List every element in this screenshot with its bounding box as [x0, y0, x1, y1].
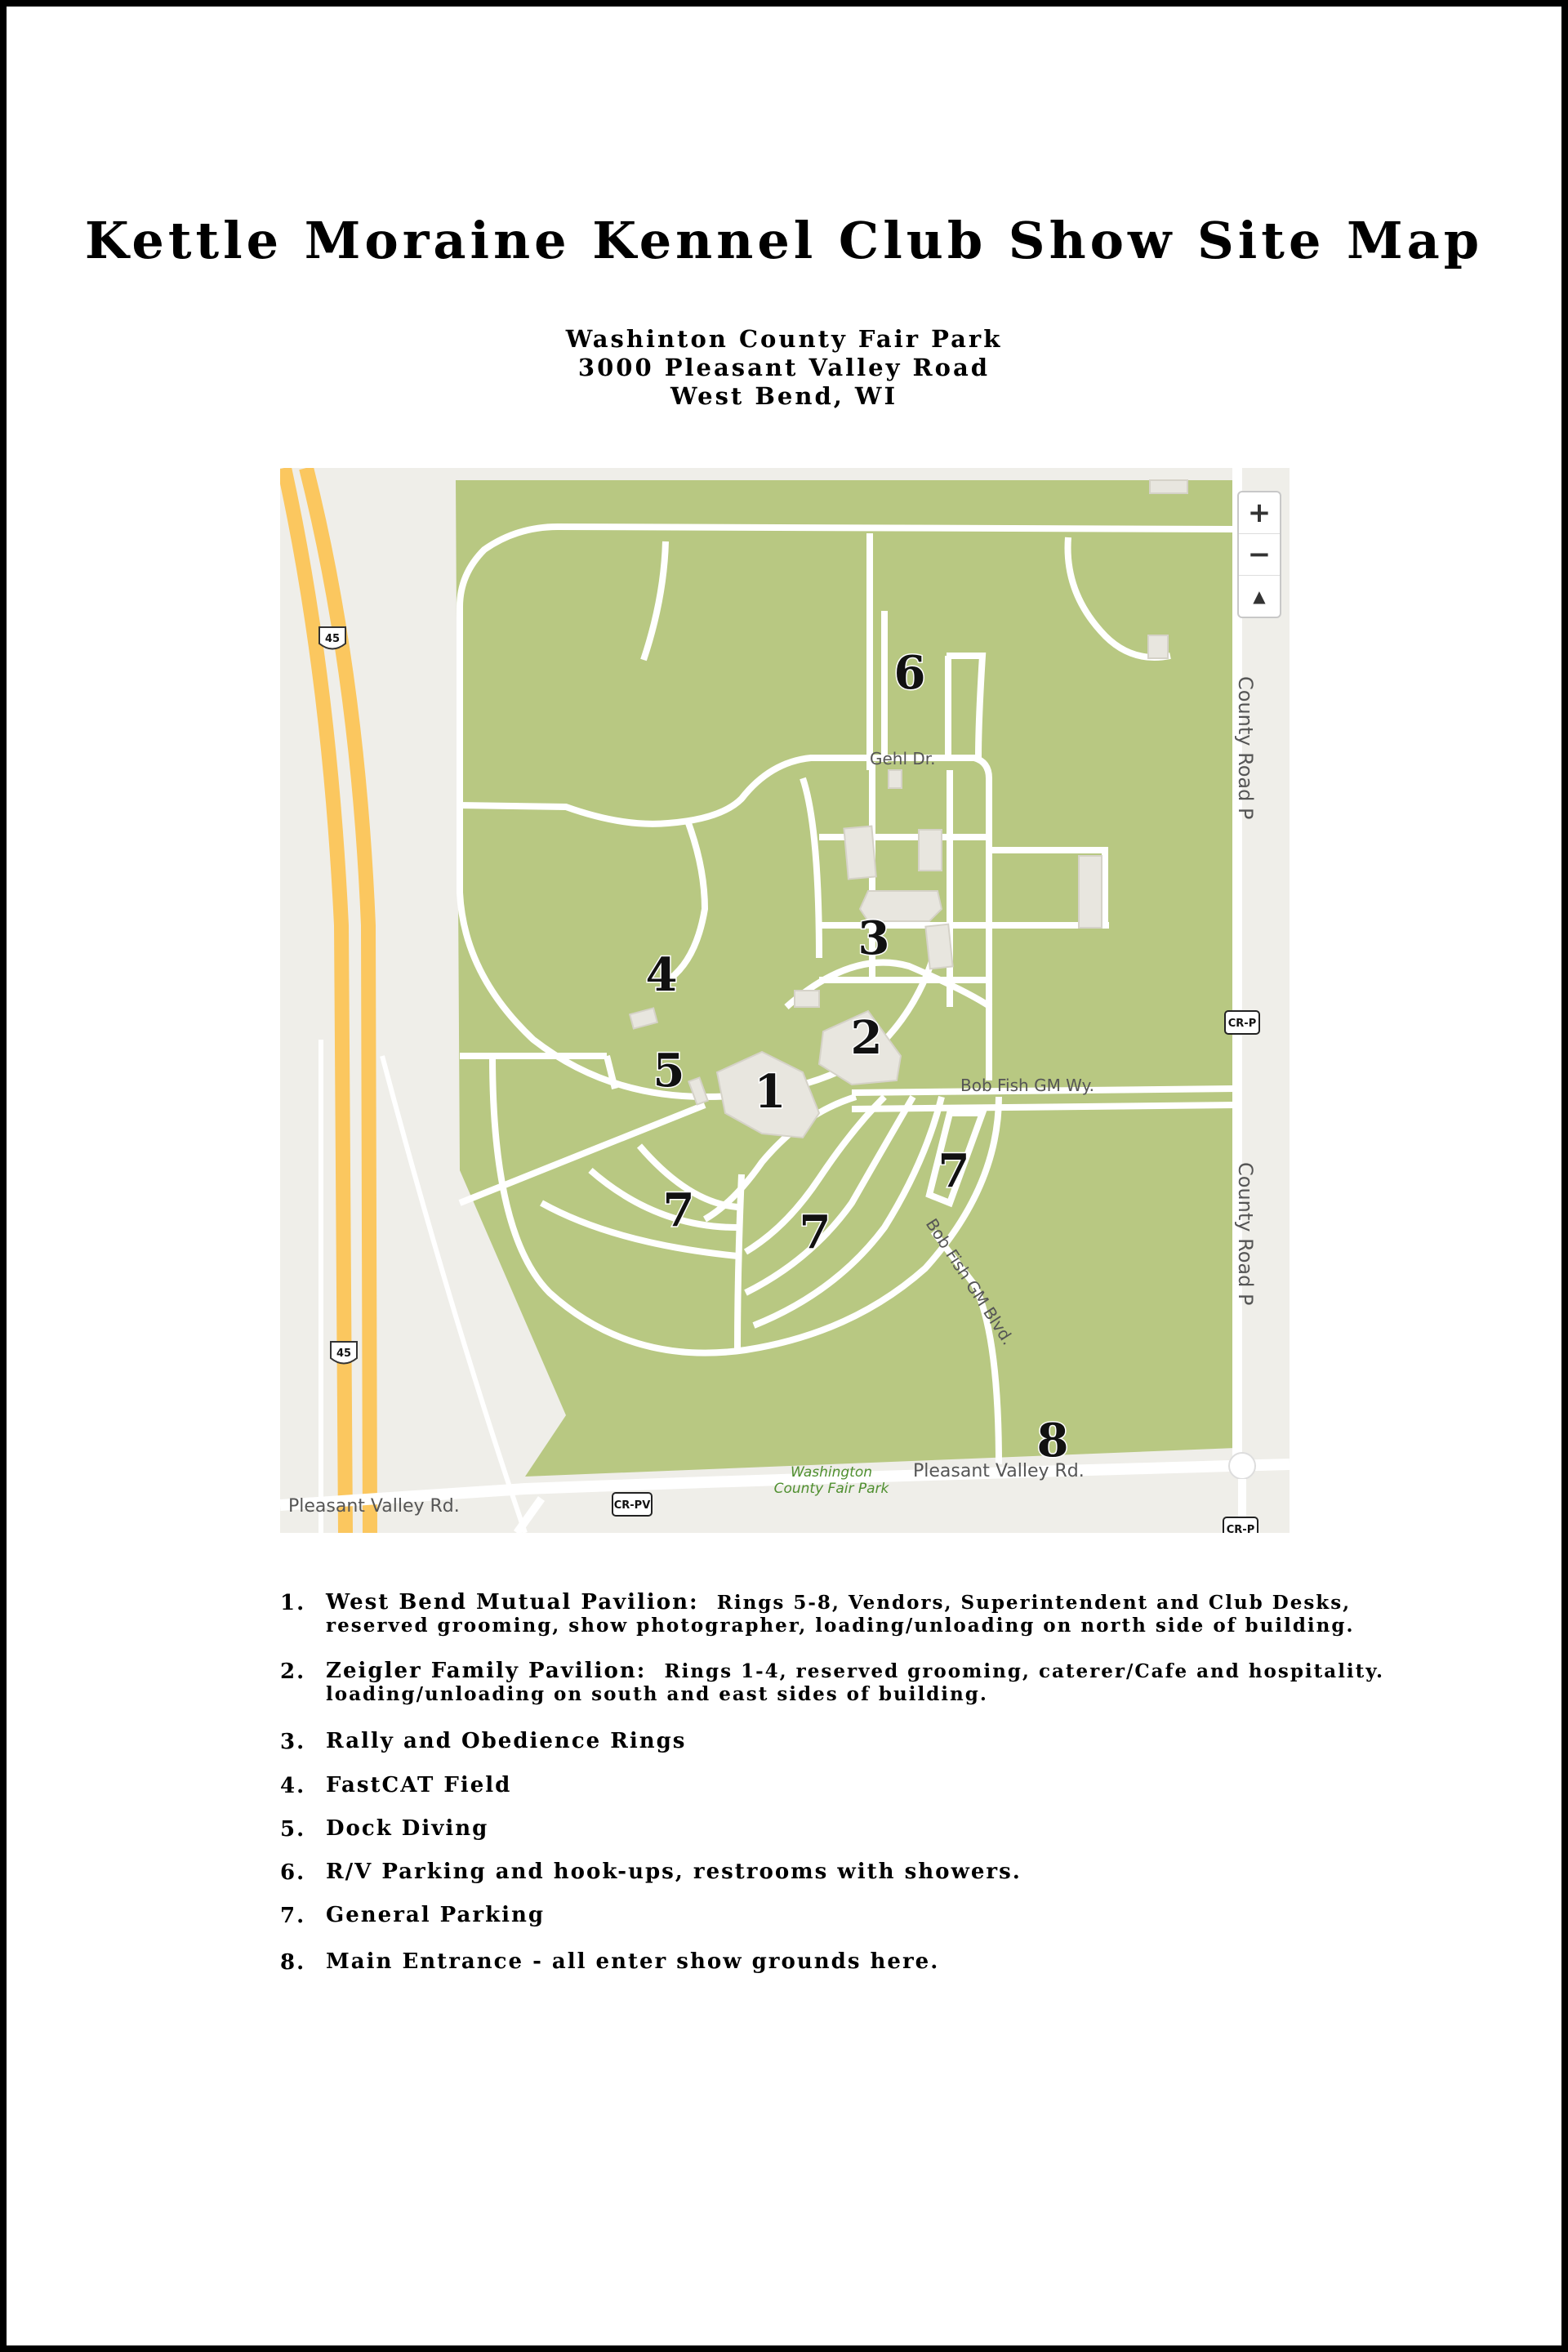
barn-3: [925, 924, 952, 969]
north-shed: [1150, 480, 1187, 493]
crpv-shield-text: CR-PV: [613, 1499, 651, 1512]
marker-7c: 7: [938, 1144, 970, 1198]
roundabout: [1229, 1453, 1255, 1479]
marker-1: 1: [754, 1065, 786, 1119]
legend-text: [326, 1591, 1469, 1637]
legend-name: General Parking: [326, 1903, 546, 1927]
legend-desc: Rings 1-4, reserved grooming, caterer/Cafe and hospitality.: [664, 1660, 1385, 1682]
legend-number: 5.: [280, 1817, 306, 1842]
pleasant-valley-right-label: Pleasant Valley Rd.: [913, 1461, 1085, 1481]
poster-page: [7, 7, 1561, 2345]
marker-3: 3: [858, 911, 890, 965]
legend-name: Zeigler Family Pavilion:: [326, 1659, 647, 1683]
legend-text: [326, 1659, 1469, 1706]
legend-name: West Bend Mutual Pavilion:: [326, 1590, 699, 1615]
legend-number: 3.: [280, 1730, 306, 1754]
marker-7b: 7: [799, 1205, 831, 1259]
map-zoom-controls: [1237, 491, 1281, 618]
venue-street: 3000 Pleasant Valley Road: [577, 354, 991, 381]
county-road-p-label: County Road P: [1234, 1162, 1257, 1306]
legend-number: 6.: [280, 1860, 306, 1885]
site-map[interactable]: [280, 468, 1290, 1533]
legend-name: FastCAT Field: [326, 1773, 512, 1797]
us45-shield-bottom: [331, 1342, 357, 1364]
rv-restroom: [889, 770, 902, 788]
county-road-p-top-label: County Road P: [1234, 676, 1257, 820]
crp-shield-bottom: [1223, 1517, 1258, 1533]
venue-name: Washinton County Fair Park: [565, 325, 1003, 353]
crpv-shield: [612, 1493, 652, 1516]
us45-shield-bottom-text: 45: [336, 1348, 352, 1360]
bob-fish-gm-way-label: Bob Fish GM Wy.: [960, 1076, 1094, 1095]
marker-5: 5: [653, 1044, 685, 1098]
page-title: Kettle Moraine Kennel Club Show Site Map: [84, 211, 1484, 270]
ne-barn: [1079, 856, 1102, 928]
map-canvas: [280, 468, 1290, 1533]
bob-fish-gm-blvd-label: Bob Fish GM Blvd.: [921, 1214, 1018, 1349]
gehl-dr-label: Gehl Dr.: [870, 749, 936, 768]
legend-name: Dock Diving: [326, 1816, 489, 1841]
legend-number: 7.: [280, 1904, 306, 1928]
reset-north-button[interactable]: ▲: [1253, 586, 1266, 606]
ne-shed: [1148, 635, 1168, 658]
place-label-line1: Washington: [790, 1464, 873, 1481]
barn-1: [844, 826, 875, 880]
pleasant-valley-left-label: Pleasant Valley Rd.: [288, 1496, 460, 1517]
crp-shield-right-text: CR-P: [1227, 1018, 1257, 1030]
legend-name: Main Entrance - all enter show grounds here.: [326, 1949, 940, 1974]
place-label-line2: County Fair Park: [773, 1481, 889, 1497]
legend-number: 1.: [280, 1591, 306, 1615]
zoom-in-button[interactable]: +: [1239, 492, 1280, 534]
venue-city: West Bend, WI: [670, 382, 898, 410]
us45-shield-top-text: 45: [324, 633, 341, 645]
crp-shield-right: [1225, 1011, 1259, 1034]
legend-desc2: reserved grooming, show photographer, loading/unloading on north side of building.: [326, 1615, 1355, 1637]
small-building-1: [795, 991, 819, 1007]
venue-address: [7, 325, 1561, 411]
us45-shield-top: [319, 627, 345, 649]
crp-shield-bottom-text: CR-P: [1226, 1524, 1255, 1533]
marker-8: 8: [1036, 1414, 1069, 1468]
marker-7a: 7: [662, 1183, 695, 1237]
marker-2: 2: [850, 1011, 883, 1065]
legend-number: 2.: [280, 1659, 306, 1684]
legend-name: Rally and Obedience Rings: [326, 1729, 687, 1753]
legend-number: 8.: [280, 1950, 306, 1975]
legend-name: R/V Parking and hook-ups, restrooms with showers.: [326, 1860, 1022, 1884]
marker-4: 4: [645, 948, 678, 1002]
barn-2: [919, 830, 942, 871]
marker-6: 6: [893, 646, 926, 700]
legend-number: 4.: [280, 1774, 306, 1798]
zoom-out-button[interactable]: −: [1239, 534, 1280, 576]
legend-desc2: loading/unloading on south and east sides of building.: [326, 1683, 988, 1705]
legend-desc: Rings 5-8, Vendors, Superintendent and Club Desks,: [716, 1592, 1352, 1614]
